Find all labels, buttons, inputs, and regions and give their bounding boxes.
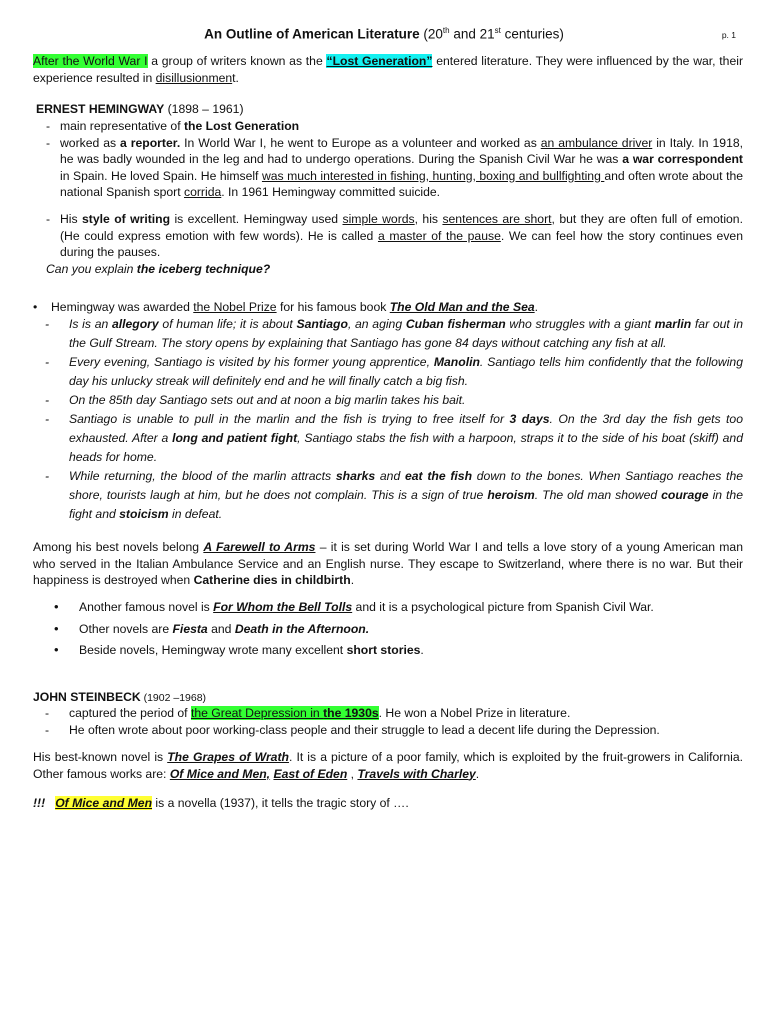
list-item: - Every evening, Santiago is visited by his former young apprentice, Manolin. Santiago tells him confidently that the following day his unlucky streak will definitely end and he will finally catch a big fish.	[33, 353, 743, 391]
page-title: An Outline of American Literature (20th and 21st centuries)	[204, 26, 564, 42]
list-item: - While returning, the blood of the marlin attracts sharks and eat the fish down to the bones. When Santiago reaches the shore, tourists laugh at him, but he does not complain. This is a sign of true heroism. The old man showed courage in the fight and stoicism in defeat.	[33, 467, 743, 524]
iceberg-question: Can you explain the iceberg technique?	[46, 262, 271, 276]
novels-paragraph: Among his best novels belong A Farewell to Arms – it is set during World War I and tells a love story of a young American man who served in the Italian Ambulance Service and an English nurse. They escape to Switzerland, where there is no war. But their happiness is destroyed when Catherine dies in childbirth.	[33, 540, 743, 587]
list-item: - Santiago is unable to pull in the marlin and the fish is trying to free itself for 3 days. On the 3rd day the fish gets too exhausted. After a long and patient fight, Santiago stabs the fish with a harpoon, straps it to the side of his boat (skiff) and heads for home.	[33, 410, 743, 467]
story-summary	[33, 315, 743, 524]
list-item: - Is is an allegory of human life; it is about Santiago, an aging Cuban fisherman who struggles with a giant marlin far out in the Gulf Stream. The story opens by explaining that Santiago has gone 84 days without catching any fish at all.	[33, 315, 743, 353]
list-item: • Other novels are Fiesta and Death in the Afternoon.	[33, 621, 743, 638]
list-item: - worked as a reporter. In World War I, he went to Europe as a volunteer and worked as an ambulance driver in Italy. In 1918, he was badly wounded in the leg and had to undergo operations. During the Spanish Civil War he was a war correspondent in Spain. He loved Spain. He himself was much interested in fishing, hunting, boxing and bullfighting and often wrote about the national Spanish sport corrida. In 1961 Hemingway committed suicide.	[33, 135, 743, 201]
hemingway-heading: ERNEST HEMINGWAY (1898 – 1961)	[36, 102, 244, 116]
list-item: • Another famous novel is For Whom the Bell Tolls and it is a psychological picture from Spanish Civil War.	[33, 599, 743, 616]
hemingway-details	[33, 118, 743, 201]
intro-paragraph: After the World War I a group of writers known as the “Lost Generation” entered literature. They were influenced by the war, their experience resulted in disillusionment.	[33, 54, 744, 85]
list-item: - captured the period of the Great Depression in the 1930s. He won a Nobel Prize in literature.	[33, 705, 743, 722]
list-item: - On the 85th day Santiago sets out and at noon a big marlin takes his bait.	[33, 391, 743, 410]
list-item: - main representative of the Lost Generation	[33, 118, 743, 135]
mice-and-men-line: !!! Of Mice and Men is a novella (1937), it tells the tragic story of ….	[33, 796, 409, 810]
novels-list	[33, 599, 743, 664]
list-item: - He often wrote about poor working-class people and their struggle to lead a decent life during the Depression.	[33, 722, 743, 739]
hemingway-style	[33, 211, 743, 261]
steinbeck-details	[33, 705, 743, 738]
page-number: p. 1	[721, 30, 736, 40]
steinbeck-heading: JOHN STEINBECK (1902 –1968)	[33, 690, 207, 704]
grapes-paragraph: His best-known novel is The Grapes of Wrath. It is a picture of a poor family, which is exploited by the fruit-growers in California. Other famous works are: Of Mice and Men, East of Eden , Travels with Charley.	[33, 750, 743, 781]
list-item: • Beside novels, Hemingway wrote many excellent short stories.	[33, 642, 743, 659]
bullet-icon: •	[33, 300, 38, 314]
nobel-prize-line: • Hemingway was awarded the Nobel Prize for his famous book The Old Man and the Sea.	[33, 300, 539, 314]
list-item: - His style of writing is excellent. Hemingway used simple words, his sentences are short, but they are often full of emotion. (He could express emotion with few words). He is called a master of the pause. We can feel how the story continues even during the pauses.	[33, 211, 743, 261]
